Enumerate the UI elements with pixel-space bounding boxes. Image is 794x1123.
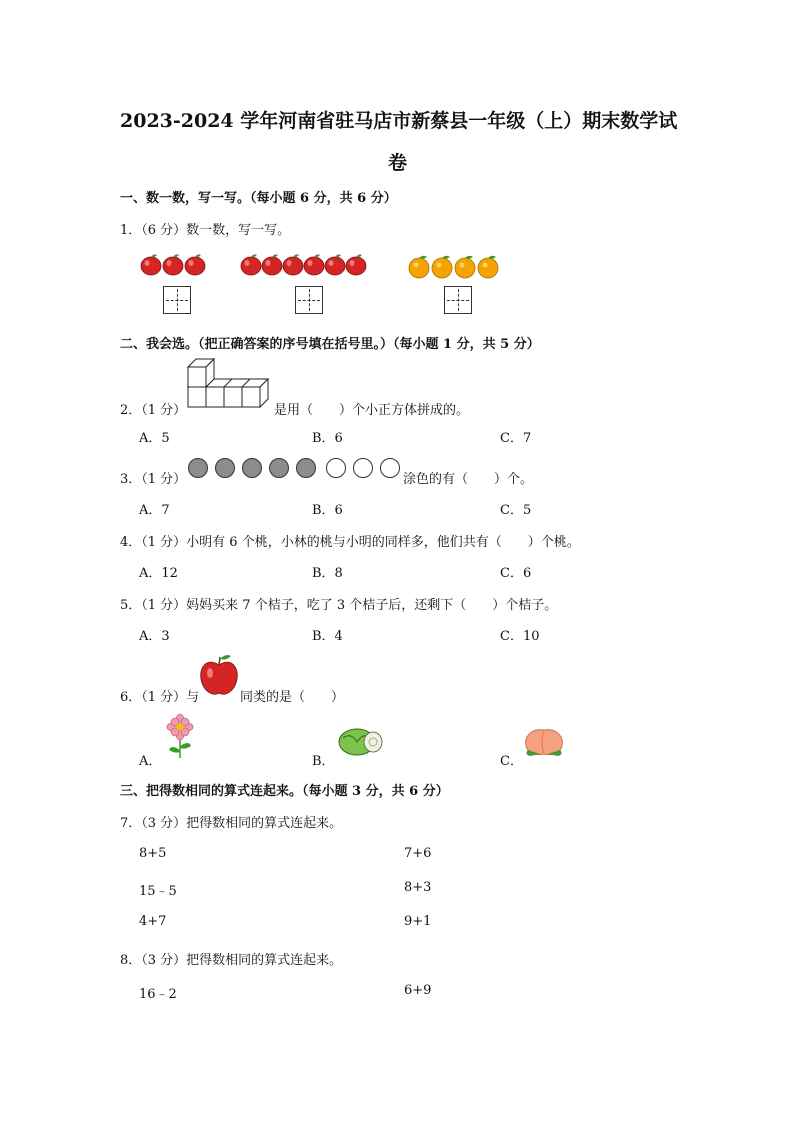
q8-left-expression[interactable]: 16﹣2: [139, 987, 177, 1002]
filled-circle: [188, 458, 208, 478]
apple-group-2-icon: [240, 252, 375, 278]
page-title-line2: 卷: [388, 152, 408, 174]
orange-group-icon: [408, 254, 508, 280]
q3-option-a[interactable]: A．7: [139, 503, 170, 518]
q3-option-c[interactable]: C．5: [500, 503, 532, 518]
q6-option-b[interactable]: B．: [312, 754, 335, 769]
q7-left-expression[interactable]: 4+7: [139, 914, 167, 929]
page-title-line1: 2023-2024 学年河南省驻马店市新蔡县一年级（上）期末数学试: [120, 110, 678, 132]
q7-right-expression[interactable]: 9+1: [404, 914, 432, 929]
cube-stack-icon: [186, 359, 274, 411]
q6-option-c[interactable]: C．: [500, 754, 523, 769]
q4-option-c[interactable]: C．6: [500, 566, 532, 581]
answer-box-2[interactable]: [295, 286, 323, 314]
q7-left-expression[interactable]: 15﹣5: [139, 884, 177, 899]
question-6-prefix: 6．（1 分）与: [120, 690, 200, 705]
filled-circle: [242, 458, 262, 478]
q5-option-c[interactable]: C．10: [500, 629, 540, 644]
q5-option-b[interactable]: B．4: [312, 629, 343, 644]
question-3-prefix: 3．（1 分）: [120, 472, 187, 487]
q2-option-a[interactable]: A．5: [139, 431, 170, 446]
empty-circle: [326, 458, 346, 478]
question-2-suffix: 是用（ ）个小正方体拼成的。: [274, 403, 470, 418]
section-2-heading: 二、我会选。（把正确答案的序号填在括号里。）（每小题 1 分，共 5 分）: [120, 337, 540, 352]
question-5-text: 5．（1 分）妈妈买来 7 个桔子，吃了 3 个桔子后，还剩下（ ）个桔子。: [120, 598, 558, 613]
flower-icon: [163, 714, 197, 760]
question-7-text: 7．（3 分）把得数相同的算式连起来。: [120, 816, 343, 831]
q4-option-b[interactable]: B．8: [312, 566, 343, 581]
question-8-text: 8．（3 分）把得数相同的算式连起来。: [120, 953, 343, 968]
question-2-prefix: 2．（1 分）: [120, 403, 187, 418]
q7-left-expression[interactable]: 8+5: [139, 846, 167, 861]
q2-option-b[interactable]: B．6: [312, 431, 343, 446]
filled-circle: [215, 458, 235, 478]
filled-circle: [296, 458, 316, 478]
q7-right-expression[interactable]: 8+3: [404, 880, 432, 895]
q5-option-a[interactable]: A．3: [139, 629, 170, 644]
section-3-heading: 三、把得数相同的算式连起来。（每小题 3 分，共 6 分）: [120, 784, 449, 799]
q4-option-a[interactable]: A．12: [139, 566, 178, 581]
filled-circle: [269, 458, 289, 478]
q2-option-c[interactable]: C．7: [500, 431, 532, 446]
cabbage-icon: [337, 724, 385, 758]
apple-icon: [199, 653, 239, 697]
section-1-heading: 一、数一数，写一写。（每小题 6 分，共 6 分）: [120, 191, 397, 206]
question-1-text: 1．（6 分）数一数，写一写。: [120, 223, 291, 238]
q3-option-b[interactable]: B．6: [312, 503, 343, 518]
q6-option-a[interactable]: A．: [139, 754, 162, 769]
answer-box-1[interactable]: [163, 286, 191, 314]
question-4-text: 4．（1 分）小明有 6 个桃，小林的桃与小明的同样多，他们共有（ ）个桃。: [120, 535, 580, 550]
empty-circle: [353, 458, 373, 478]
answer-box-3[interactable]: [444, 286, 472, 314]
apple-group-1-icon: [140, 252, 215, 278]
question-6-suffix: 同类的是（ ）: [240, 690, 345, 705]
peach-icon: [522, 722, 566, 758]
empty-circle: [380, 458, 400, 478]
q8-right-expression[interactable]: 6+9: [404, 983, 432, 998]
question-3-suffix: 涂色的有（ ）个。: [403, 472, 534, 487]
q7-right-expression[interactable]: 7+6: [404, 846, 432, 861]
